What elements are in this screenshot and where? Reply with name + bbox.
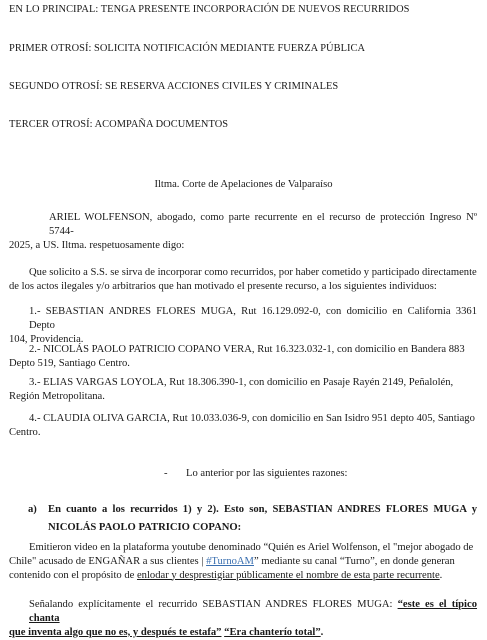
heading-primer-otrosi: PRIMER OTROSÍ: SOLICITA NOTIFICACIÓN MEDIANTE FUERZA PÚBLICA	[9, 43, 366, 54]
intro-line: 2025, a US. Iltma. respetuosamente digo:	[9, 239, 185, 251]
section-a-title-line: NICOLÁS PAOLO PATRICIO COPANO:	[48, 522, 242, 533]
reasons-bullet: -	[164, 468, 168, 479]
individual-line: Depto 519, Santiago Centro.	[9, 357, 130, 369]
intro-paragraph	[9, 211, 477, 252]
individual-line: 3.- ELIAS VARGAS LOYOLA, Rut 18.306.390-1, con domicilio en Pasaje Rayén 2149, Peñalolén,	[29, 377, 454, 388]
heading-principal: EN LO PRINCIPAL: TENGA PRESENTE INCORPORACIÓN DE NUEVOS RECURRIDOS	[9, 4, 410, 15]
quote-text: “este es el típico chanta	[29, 599, 478, 624]
quote-paragraph	[9, 598, 477, 639]
court-addressee: Iltma. Corte de Apelaciones de Valparaíso	[154, 179, 333, 190]
video-text: .	[439, 569, 443, 581]
individual-line: Centro.	[9, 426, 41, 438]
quote-intro: Señalando explícitamente el recurrido SEBASTIAN ANDRES FLORES MUGA:	[29, 599, 398, 610]
quote-line	[9, 626, 477, 640]
video-line	[9, 569, 477, 583]
quote-text: “Era chanterío total”	[224, 626, 321, 638]
section-a-marker: a)	[28, 504, 37, 515]
request-line: Que solicito a S.S. se sirva de incorporar como recurridos, por haber cometido y participado directamente	[29, 267, 477, 278]
request-line: de los actos ilegales y/o arbitrarios que han motivado el presente recurso, a los siguientes individuos:	[9, 280, 437, 292]
heading-tercer-otrosi: TERCER OTROSÍ: ACOMPAÑA DOCUMENTOS	[9, 119, 229, 130]
individual-line: 104, Providencia.	[9, 333, 84, 345]
individual-line: 1.- SEBASTIAN ANDRES FLORES MUGA, Rut 16.129.092-0, con domicilio en California 3361 Depto	[29, 306, 477, 331]
heading-segundo-otrosi: SEGUNDO OTROSÍ: SE RESERVA ACCIONES CIVILES Y CRIMINALES	[9, 81, 339, 92]
individual-line: 4.- CLAUDIA OLIVA GARCIA, Rut 10.033.036-9, con domicilio en San Isidro 951 depto 405, Santiago	[29, 413, 475, 424]
video-line: Emitieron video en la plataforma youtube denominado “Quién es Ariel Wolfenson, el "mejor abogado de	[29, 542, 474, 553]
video-text: contenido con el propósito de	[9, 569, 137, 581]
section-a-title-line: En cuanto a los recurridos 1) y 2). Esto son, SEBASTIAN ANDRES FLORES MUGA y	[48, 504, 477, 515]
individual-item	[9, 305, 477, 346]
quote-end: .	[320, 626, 324, 638]
individual-item	[9, 343, 477, 371]
individual-item	[9, 412, 477, 440]
video-text: ” mediante su canal “Turno”, en donde generan	[253, 555, 455, 567]
quote-text: que inventa algo que no es, y después te estafa”	[9, 626, 222, 638]
underlined-text: enlodar y desprestigiar públicamente el nombre de esta parte recurrente	[136, 569, 440, 581]
intro-line: ARIEL WOLFENSON, abogado, como parte recurrente en el recurso de protección Ingreso Nº 5744-	[49, 212, 477, 237]
video-paragraph	[9, 541, 477, 582]
video-line	[9, 555, 477, 569]
quote-line	[9, 598, 477, 626]
individual-line: 2.- NICOLÁS PAOLO PATRICIO COPANO VERA, Rut 16.323.032-1, con domicilio en Bandera 883	[29, 344, 465, 355]
request-paragraph	[9, 266, 477, 294]
individual-line: Región Metropolitana.	[9, 390, 105, 402]
reasons-heading: Lo anterior por las siguientes razones:	[186, 468, 348, 479]
individual-item	[9, 376, 477, 404]
turnoam-hashtag-link[interactable]: #TurnoAM	[206, 555, 254, 567]
video-text: Chile" acusado de ENGAÑAR a sus clientes |	[9, 555, 207, 567]
